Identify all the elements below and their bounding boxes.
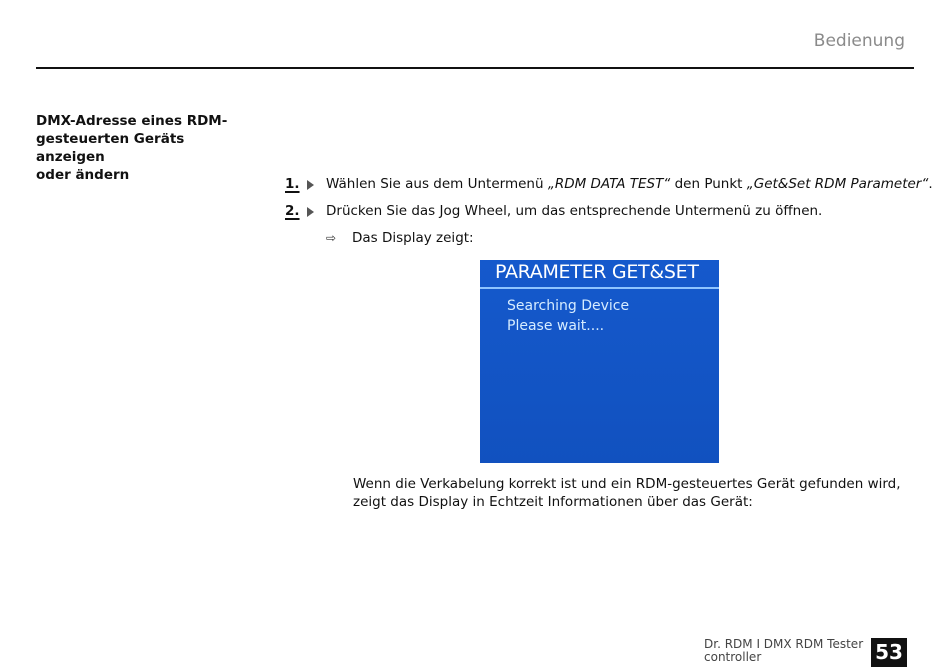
page-number: 53 bbox=[871, 638, 907, 667]
display-divider bbox=[480, 287, 719, 289]
menu-name-rdm-data-test: „RDM DATA TEST“ bbox=[547, 176, 671, 192]
display-title: PARAMETER GET&SET bbox=[495, 261, 699, 283]
step-text-1 bbox=[326, 175, 933, 193]
step-number-2 bbox=[285, 202, 319, 220]
result-text: Das Display zeigt: bbox=[352, 230, 474, 246]
menu-item-get-set: „Get&Set RDM Parameter“ bbox=[746, 176, 929, 192]
step-arrow-icon bbox=[307, 207, 314, 217]
step-number-label: 1. bbox=[285, 176, 300, 192]
step-1-text-before: Wählen Sie aus dem Untermenü bbox=[326, 176, 548, 192]
result-line bbox=[326, 229, 474, 247]
body-paragraph: Wenn die Verkabelung korrekt ist und ein RDM-gesteuertes Gerät gefunden wird, zeigt das Display in Echtzeit Informationen über das Gerät: bbox=[353, 476, 901, 510]
footer-product-name: Dr. RDM I DMX RDM Tester controller bbox=[704, 637, 864, 664]
side-heading: DMX-Adresse eines RDM- gesteuerten Geräts anzeigen oder ändern bbox=[36, 113, 228, 183]
section-title: Bedienung bbox=[813, 31, 905, 51]
step-1-text-middle: den Punkt bbox=[670, 176, 747, 192]
step-text-2: Drücken Sie das Jog Wheel, um das entsprechende Untermenü zu öffnen. bbox=[326, 203, 823, 219]
display-line-searching: Searching Device bbox=[507, 298, 630, 314]
step-1-text-after: . bbox=[928, 176, 933, 192]
header-divider bbox=[36, 67, 914, 69]
step-number-1 bbox=[285, 175, 319, 193]
step-arrow-icon bbox=[307, 180, 314, 190]
display-line-wait: Please wait.... bbox=[507, 318, 605, 334]
device-display-screenshot bbox=[480, 260, 719, 463]
result-arrow-icon: ⇨ bbox=[326, 231, 337, 245]
step-number-label: 2. bbox=[285, 203, 300, 219]
